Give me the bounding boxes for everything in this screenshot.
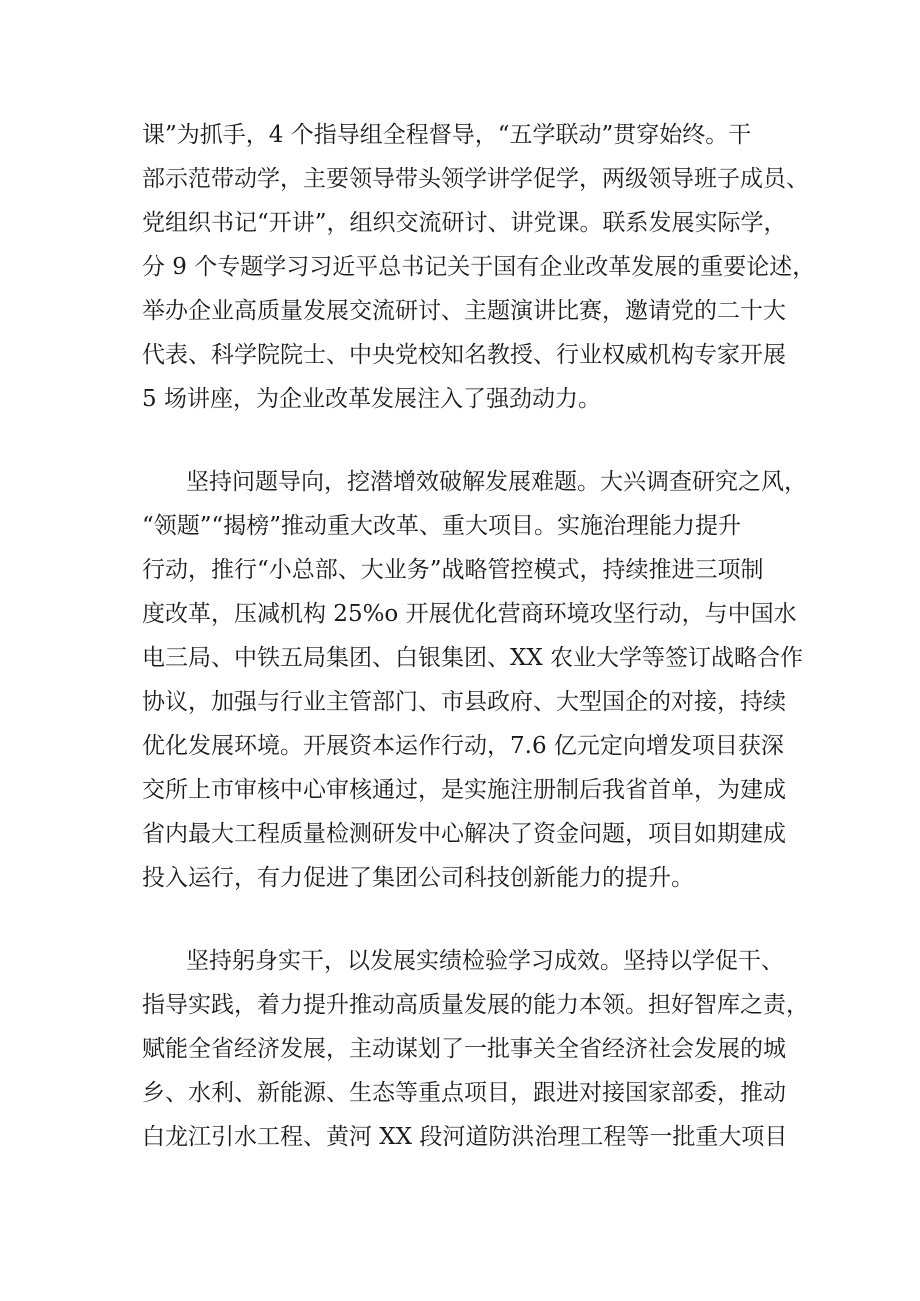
text-line: 坚持问题导向，挖潜增效破解发展难题。大兴调查研究之风，: [186, 469, 807, 495]
text-line: 部示范带动学，主要领导带头领学讲学促学，两级领导班子成员、: [142, 166, 809, 192]
text-line: 乡、水利、新能源、生态等重点项目，跟进对接国家部委，推动: [142, 1080, 786, 1106]
text-line: 优化发展环境。开展资本运作行动，7.6 亿元定向增发项目获深: [142, 733, 784, 759]
text-line: 代表、科学院院士、中央党校知名教授、行业权威机构专家开展: [142, 342, 786, 368]
text-line: 举办企业高质量发展交流研讨、主题演讲比赛，邀请党的二十大: [142, 298, 786, 324]
text-line: 分 9 个专题学习习近平总书记关于国有企业改革发展的重要论述，: [142, 254, 816, 280]
text-line: 党组织书记“开讲”，组织交流研讨、讲党课。联系发展实际学，: [142, 210, 787, 236]
text-line: 课”为抓手，4 个指导组全程督导，“五学联动”贯穿始终。干: [142, 122, 752, 148]
text-line: 协议，加强与行业主管部门、市县政府、大型国企的对接，持续: [142, 689, 786, 715]
text-line: 指导实践，着力提升推动高质量发展的能力本领。担好智库之责，: [142, 992, 809, 1018]
text-line: 交所上市审核中心审核通过，是实施注册制后我省首单，为建成: [142, 777, 786, 803]
text-line: 赋能全省经济发展，主动谋划了一批事关全省经济社会发展的城: [142, 1036, 786, 1062]
text-line: 白龙江引水工程、黄河 XX 段河道防洪治理工程等一批重大项目: [142, 1124, 788, 1150]
text-line: 5 场讲座，为企业改革发展注入了强劲动力。: [142, 386, 601, 412]
text-line: 坚持躬身实干，以发展实绩检验学习成效。坚持以学促干、: [186, 948, 784, 974]
text-line: 电三局、中铁五局集团、白银集团、XX 农业大学等签订战略合作: [142, 645, 804, 671]
text-line: 投入运行，有力促进了集团公司科技创新能力的提升。: [142, 865, 694, 891]
text-line: 省内最大工程质量检测研发中心解决了资金问题，项目如期建成: [142, 821, 786, 847]
text-line: 度改革，压减机构 25%o 开展优化营商环境攻坚行动，与中国水: [142, 601, 797, 627]
text-line: “领题”“揭榜”推动重大改革、重大项目。实施治理能力提升: [142, 513, 742, 539]
text-line: 行动，推行“小总部、大业务”战略管控模式，持续推进三项制: [142, 557, 764, 583]
